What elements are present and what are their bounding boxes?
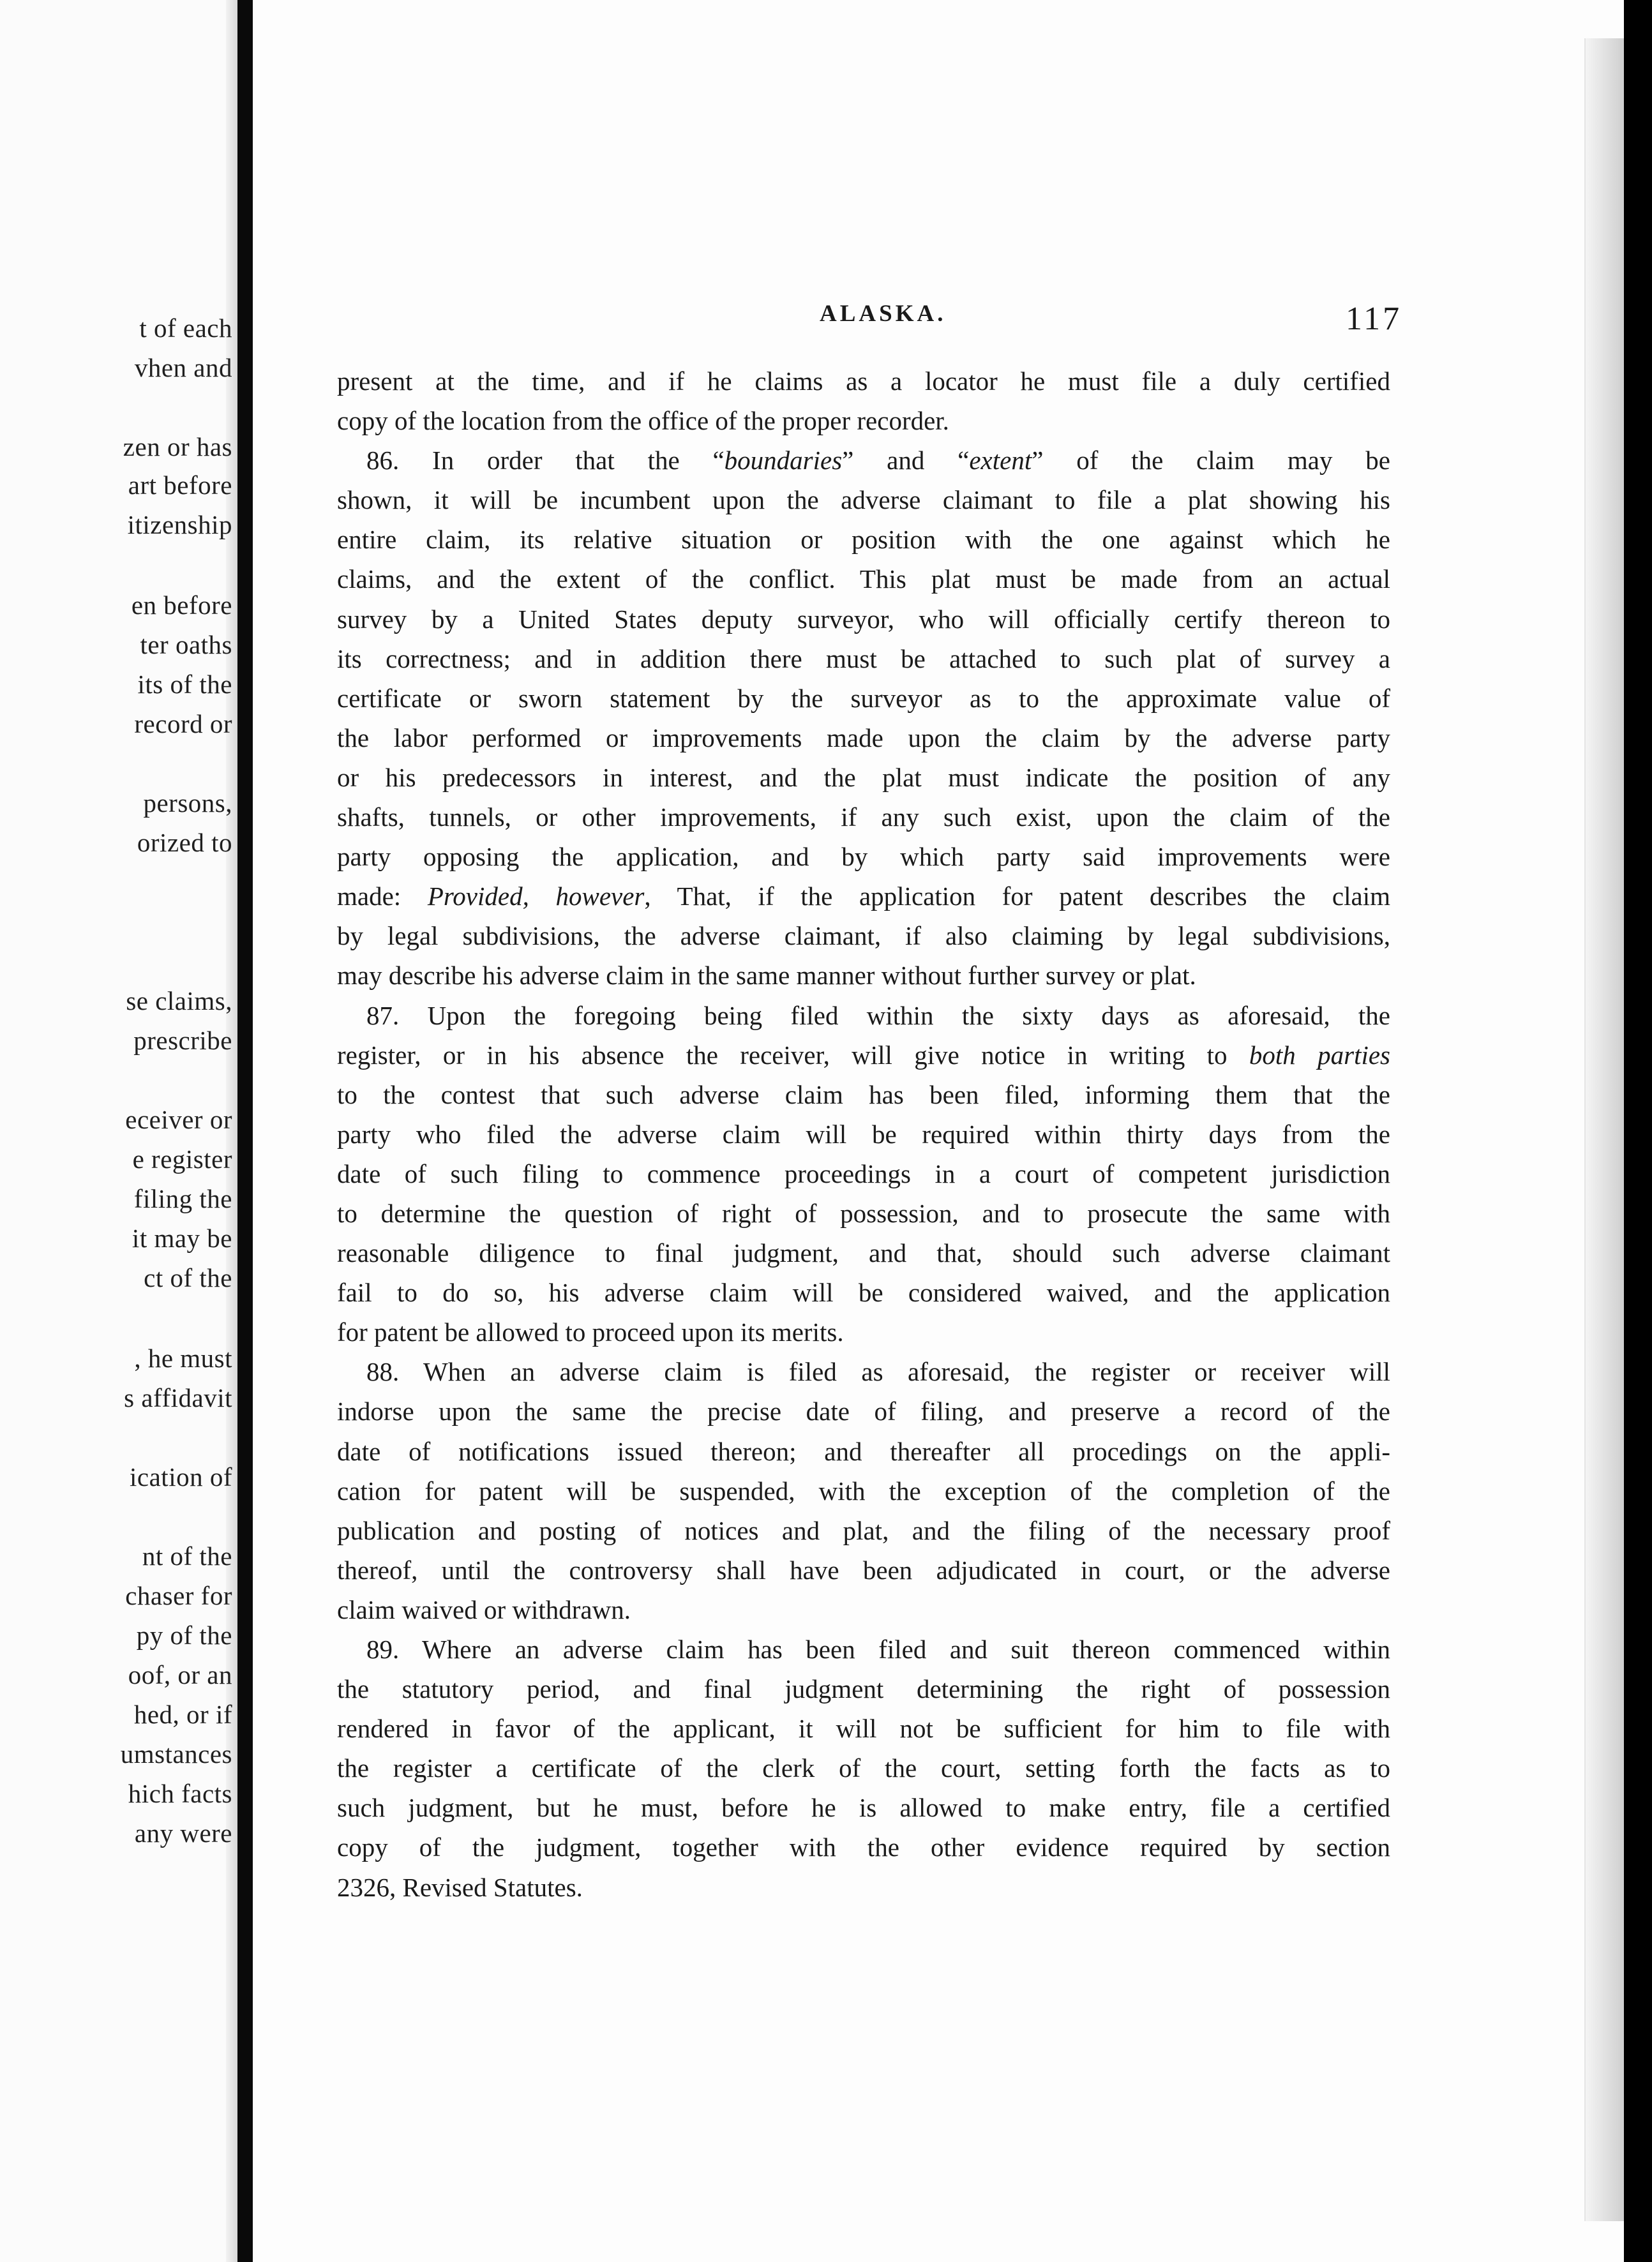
text-line	[337, 718, 1390, 758]
previous-page-line: zen or has	[123, 432, 232, 461]
previous-page-line: oof, or an	[128, 1660, 232, 1689]
text-line	[337, 916, 1390, 955]
text-segment: party who filed the adverse claim will be required within thirty days from the	[337, 1119, 1390, 1149]
previous-page-line: art before	[128, 470, 232, 500]
current-page	[253, 0, 1624, 2262]
text-line	[337, 480, 1390, 520]
previous-page-line: it may be	[131, 1224, 232, 1253]
text-line	[337, 1154, 1390, 1194]
text-line	[337, 1827, 1390, 1867]
text-line	[337, 1194, 1390, 1233]
text-line	[337, 1748, 1390, 1788]
text-line	[337, 559, 1390, 599]
previous-page-line: hed, or if	[133, 1700, 232, 1729]
previous-page-line: ter oaths	[140, 630, 232, 659]
book-gutter	[237, 0, 253, 2262]
text-line	[337, 639, 1390, 678]
text-line	[337, 1352, 1390, 1391]
previous-page-line: hich facts	[128, 1779, 232, 1808]
previous-page-line: ication of	[130, 1462, 232, 1492]
text-line	[337, 401, 1390, 440]
text-segment: present at the time, and if he claims as a locator he must file a duly certified	[337, 366, 1390, 396]
text-segment: publication and posting of notices and plat, and the filing of the necessary proof	[337, 1515, 1390, 1545]
text-line	[337, 1788, 1390, 1827]
text-line	[337, 520, 1390, 559]
previous-page-line: orized to	[137, 828, 232, 857]
text-segment: the statutory period, and final judgment determining the right of possession	[337, 1674, 1390, 1704]
previous-page-line: ct of the	[144, 1263, 232, 1292]
page-edge-strip	[1584, 38, 1624, 2221]
text-line	[337, 996, 1390, 1035]
text-segment: such judgment, but he must, before he is allowed to make entry, file a certified	[337, 1793, 1390, 1823]
text-segment: or his predecessors in interest, and the plat must indicate the position of any	[337, 762, 1390, 792]
text-segment: 86. In order that the “	[366, 446, 725, 476]
text-line	[337, 1035, 1390, 1075]
text-line	[337, 837, 1390, 876]
text-line	[337, 758, 1390, 797]
text-segment: copy of the location from the office of the proper recorder.	[337, 406, 949, 436]
text-line	[337, 1391, 1390, 1431]
previous-page-line: chaser for	[125, 1581, 232, 1610]
text-segment: copy of the judgment, together with the other evidence required by section	[337, 1832, 1390, 1862]
previous-page-line: persons,	[143, 788, 232, 818]
text-segment: cation for patent will be suspended, with the exception of the completion of the	[337, 1476, 1390, 1506]
text-line	[337, 1550, 1390, 1590]
text-segment: its correctness; and in addition there must be attached to such plat of survey a	[337, 643, 1390, 673]
text-segment: the labor performed or improvements made upon the claim by the adverse party	[337, 723, 1390, 753]
text-line	[337, 1511, 1390, 1550]
text-line	[337, 361, 1390, 401]
previous-page-line: , he must	[134, 1344, 232, 1373]
text-segment: claims, and the extent of the conflict. This plat must be made from an actual	[337, 564, 1390, 594]
text-segment: claim waived or withdrawn.	[337, 1594, 631, 1624]
text-segment: may describe his adverse claim in the same manner without further survey or plat.	[337, 961, 1196, 991]
text-line	[337, 955, 1390, 995]
text-line	[337, 1075, 1390, 1114]
text-segment: 87. Upon the foregoing being filed within the sixty days as aforesaid, the	[366, 1000, 1390, 1030]
text-segment: certificate or sworn statement by the surveyor as to the approximate value of	[337, 683, 1390, 713]
text-line	[337, 1629, 1390, 1669]
previous-page	[0, 0, 237, 2262]
text-segment: 2326, Revised Statutes.	[337, 1872, 583, 1902]
text-segment: fail to do so, his adverse claim will be considered waived, and the application	[337, 1278, 1390, 1308]
text-segment: rendered in favor of the applicant, it will not be sufficient for him to file with	[337, 1714, 1390, 1744]
text-segment: register, or in his absence the receiver, will give notice in writing to	[337, 1040, 1249, 1070]
text-line	[337, 440, 1390, 480]
text-line	[337, 797, 1390, 837]
previous-page-line: nt of the	[142, 1541, 232, 1571]
text-segment: to determine the question of right of possession, and to prosecute the same with	[337, 1198, 1390, 1228]
text-line	[337, 1868, 1390, 1907]
text-segment: ” and “	[842, 446, 970, 476]
text-segment: entire claim, its relative situation or position with the one against which he	[337, 525, 1390, 555]
text-segment: reasonable diligence to final judgment, and that, should such adverse claimant	[337, 1238, 1390, 1268]
text-line	[337, 678, 1390, 718]
previous-page-line: t of each	[139, 313, 232, 343]
text-segment: indorse upon the same the precise date of filing, and preserve a record of the	[337, 1397, 1390, 1427]
text-line	[337, 599, 1390, 639]
text-segment: shafts, tunnels, or other improvements, if any such exist, upon the claim of the	[337, 802, 1390, 832]
text-segment: made:	[337, 881, 428, 911]
text-segment: party opposing the application, and by which party said improvements were	[337, 842, 1390, 872]
previous-page-line: eceiver or	[125, 1105, 232, 1134]
text-segment: 88. When an adverse claim is filed as aforesaid, the register or receiver will	[366, 1357, 1390, 1387]
previous-page-line: umstances	[120, 1739, 232, 1769]
body-text	[337, 361, 1390, 1907]
text-line	[337, 876, 1390, 916]
text-line	[337, 1471, 1390, 1511]
text-line	[337, 1273, 1390, 1312]
text-segment: thereof, until the controversy shall have been adjudicated in court, or the adverse	[337, 1555, 1390, 1585]
text-segment: 89. Where an adverse claim has been filed and suit thereon commenced within	[366, 1635, 1390, 1664]
italic-text: extent	[969, 446, 1032, 476]
previous-page-line: record or	[134, 709, 232, 738]
previous-page-line: vhen and	[134, 353, 232, 382]
italic-text: boundaries	[724, 446, 843, 476]
text-segment: the register a certificate of the clerk of the court, setting forth the facts as to	[337, 1753, 1390, 1783]
text-segment: for patent be allowed to proceed upon its merits.	[337, 1317, 844, 1347]
text-segment: to the contest that such adverse claim has been filed, informing them that the	[337, 1079, 1390, 1109]
italic-text: both parties	[1249, 1040, 1390, 1070]
text-segment: shown, it will be incumbent upon the adverse claimant to file a plat showing his	[337, 485, 1390, 515]
previous-page-line: se claims,	[126, 986, 232, 1015]
text-line	[337, 1233, 1390, 1273]
text-line	[337, 1709, 1390, 1748]
running-head: ALASKA.	[820, 301, 947, 327]
text-line	[337, 1432, 1390, 1471]
previous-page-line: filing the	[133, 1184, 232, 1213]
italic-text: Provided, however	[427, 881, 645, 911]
previous-page-line: any were	[134, 1818, 232, 1848]
previous-page-line: e register	[132, 1144, 232, 1174]
text-line	[337, 1114, 1390, 1154]
text-segment: date of notifications issued thereon; and thereafter all procedings on the appli-	[337, 1436, 1390, 1466]
previous-page-line: prescribe	[133, 1026, 232, 1055]
text-segment: , That, if the application for patent describes the claim	[644, 881, 1391, 911]
text-segment: survey by a United States deputy surveyor, who will officially certify thereon to	[337, 604, 1390, 634]
text-line	[337, 1669, 1390, 1709]
previous-page-line: py of the	[136, 1621, 232, 1650]
previous-page-line: en before	[131, 590, 232, 620]
text-line	[337, 1312, 1390, 1352]
page-number: 117	[1346, 301, 1402, 337]
previous-page-line: itizenship	[127, 510, 232, 539]
text-line	[337, 1590, 1390, 1629]
previous-page-line: its of the	[137, 670, 232, 699]
text-segment: ” of the claim may be	[1032, 446, 1391, 476]
previous-page-line: s affidavit	[124, 1383, 232, 1412]
text-segment: by legal subdivisions, the adverse claimant, if also claiming by legal subdivisions,	[337, 921, 1390, 951]
text-segment: date of such filing to commence proceedings in a court of competent jurisdiction	[337, 1158, 1390, 1188]
